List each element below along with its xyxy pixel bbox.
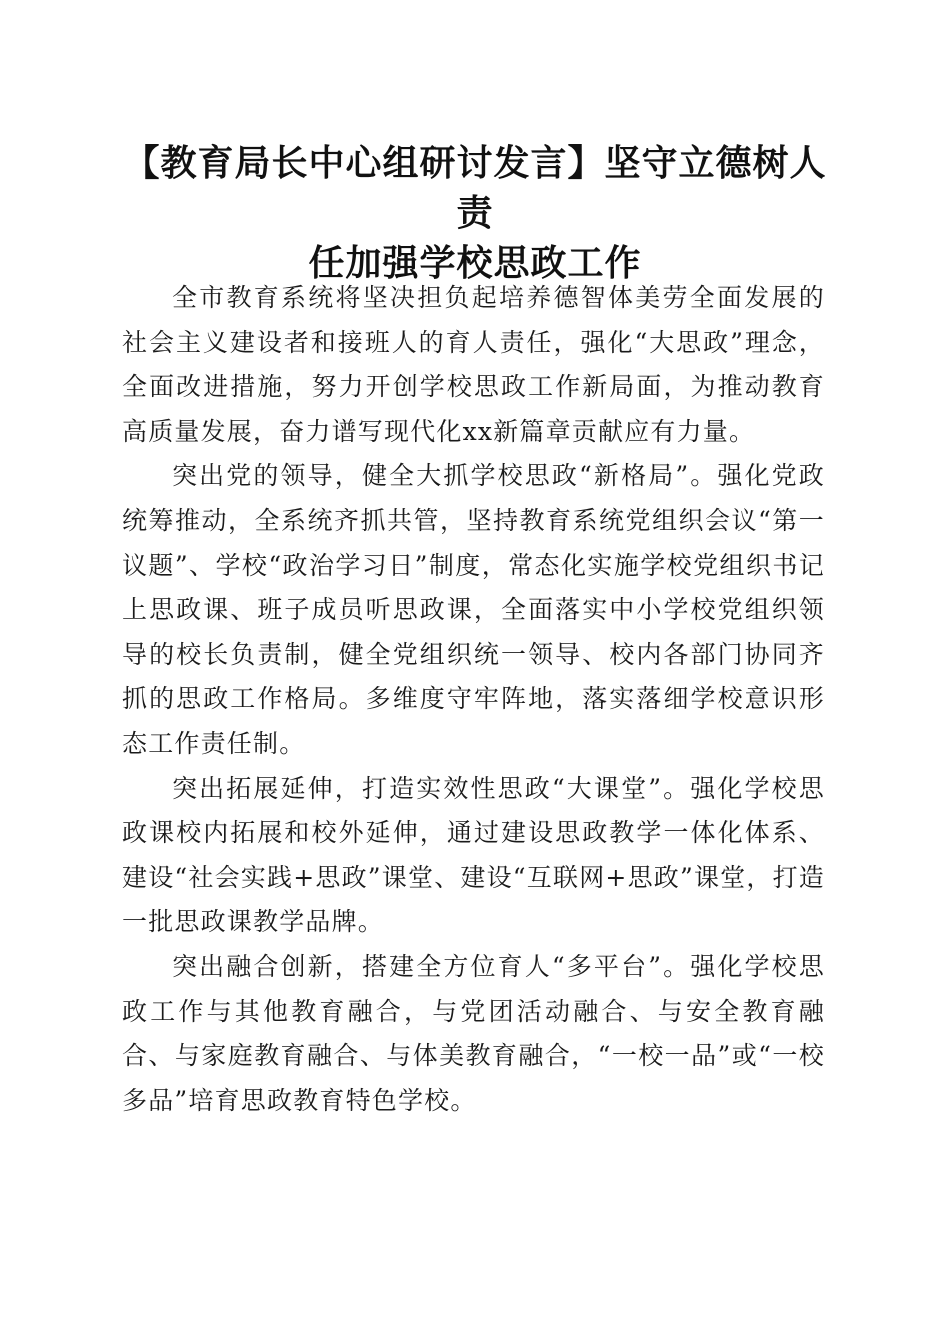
paragraph-classroom-extension: 突出拓展延伸，打造实效性思政“大课堂”。强化学校思政课校内拓展和校外延伸，通过建设思政教学一体化体系、建设“社会实践+思政”课堂、建设“互联网+思政”课堂，打造一批思政课教学品牌。	[122, 773, 825, 937]
paragraph-integration-platform: 突出融合创新，搭建全方位育人“多平台”。强化学校思政工作与其他教育融合，与党团活动融合、与安全教育融合、与家庭教育融合、与体美教育融合，“一校一品”或“一校多品”培育思政教育特色学校。	[122, 951, 825, 1115]
paragraph-intro: 全市教育系统将坚决担负起培养德智体美劳全面发展的社会主义建设者和接班人的育人责任，强化“大思政”理念，全面改进措施，努力开创学校思政工作新局面，为推动教育高质量发展，奋力谱写现代化xx新篇章贡献应有力量。	[122, 283, 825, 446]
document-body	[122, 276, 825, 1123]
document-title-line-1: 【教育局长中心组研讨发言】坚守立德树人责	[123, 142, 827, 234]
paragraph-party-leadership: 突出党的领导，健全大抓学校思政“新格局”。强化党政统筹推动，全系统齐抓共管，坚持教育系统党组织会议“第一议题”、学校“政治学习日”制度，常态化实施学校党组织书记上思政课、班子成员听思政课，全面落实中小学校党组织领导的校长负责制，健全党组织统一领导、校内各部门协同齐抓的思政工作格局。多维度守牢阵地，落实落细学校意识形态工作责任制。	[122, 461, 825, 758]
document-title	[110, 138, 840, 288]
document-title-line-2: 任加强学校思政工作	[308, 242, 642, 284]
